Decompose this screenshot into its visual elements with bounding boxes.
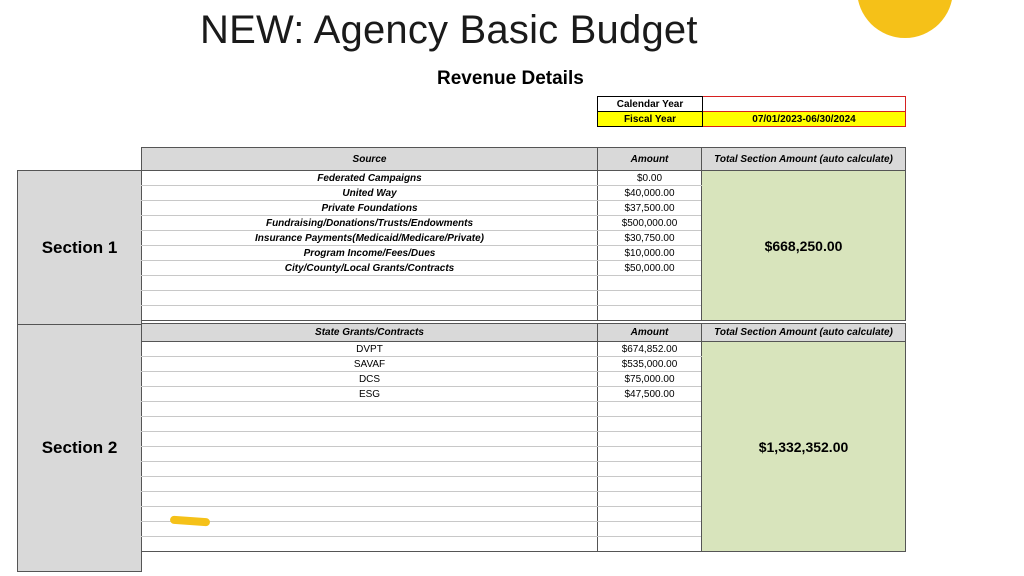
amount-column-header: Amount	[598, 324, 702, 342]
section-total-cell: $668,250.00	[702, 171, 906, 321]
amount-cell[interactable]: $37,500.00	[598, 201, 702, 216]
amount-cell[interactable]: $40,000.00	[598, 186, 702, 201]
source-cell[interactable]	[142, 432, 598, 447]
year-header-table	[597, 96, 906, 127]
total-column-header: Total Section Amount (auto calculate)	[702, 324, 906, 342]
section-2-label: Section 2	[17, 324, 142, 572]
source-cell[interactable]: Federated Campaigns	[142, 171, 598, 186]
amount-cell[interactable]	[598, 306, 702, 321]
amount-cell[interactable]	[598, 417, 702, 432]
amount-cell[interactable]: $75,000.00	[598, 372, 702, 387]
amount-cell[interactable]: $674,852.00	[598, 342, 702, 357]
source-cell[interactable]: City/County/Local Grants/Contracts	[142, 261, 598, 276]
amount-cell[interactable]: $500,000.00	[598, 216, 702, 231]
source-cell[interactable]: DVPT	[142, 342, 598, 357]
page-subtitle: Revenue Details	[437, 68, 584, 89]
decorative-circle	[857, 0, 953, 38]
amount-cell[interactable]: $10,000.00	[598, 246, 702, 261]
source-cell[interactable]	[142, 276, 598, 291]
source-cell[interactable]: DCS	[142, 372, 598, 387]
source-cell[interactable]	[142, 462, 598, 477]
amount-cell[interactable]	[598, 537, 702, 552]
amount-cell[interactable]	[598, 462, 702, 477]
amount-cell[interactable]	[598, 291, 702, 306]
source-cell[interactable]: Fundraising/Donations/Trusts/Endowments	[142, 216, 598, 231]
table-row	[142, 171, 906, 186]
source-column-header: State Grants/Contracts	[142, 324, 598, 342]
fiscal-year-label: Fiscal Year	[598, 112, 703, 127]
source-cell[interactable]	[142, 417, 598, 432]
amount-cell[interactable]: $50,000.00	[598, 261, 702, 276]
source-column-header: Source	[142, 148, 598, 171]
source-cell[interactable]: United Way	[142, 186, 598, 201]
fiscal-year-value[interactable]: 07/01/2023-06/30/2024	[703, 112, 906, 127]
amount-cell[interactable]: $0.00	[598, 171, 702, 186]
source-cell[interactable]: Program Income/Fees/Dues	[142, 246, 598, 261]
source-cell[interactable]	[142, 477, 598, 492]
calendar-year-label: Calendar Year	[598, 97, 703, 112]
amount-cell[interactable]	[598, 276, 702, 291]
table-row	[142, 342, 906, 357]
amount-cell[interactable]	[598, 447, 702, 462]
calendar-year-value[interactable]	[703, 97, 906, 112]
source-cell[interactable]: SAVAF	[142, 357, 598, 372]
source-cell[interactable]: Insurance Payments(Medicaid/Medicare/Private)	[142, 231, 598, 246]
amount-cell[interactable]	[598, 432, 702, 447]
amount-column-header: Amount	[598, 148, 702, 171]
page-title: NEW: Agency Basic Budget	[200, 8, 698, 52]
source-cell[interactable]	[142, 306, 598, 321]
amount-cell[interactable]	[598, 477, 702, 492]
source-cell[interactable]	[142, 291, 598, 306]
section-1-label: Section 1	[17, 170, 142, 325]
source-cell[interactable]: Private Foundations	[142, 201, 598, 216]
total-column-header: Total Section Amount (auto calculate)	[702, 148, 906, 171]
source-cell[interactable]	[142, 492, 598, 507]
section-total-cell: $1,332,352.00	[702, 342, 906, 552]
amount-cell[interactable]	[598, 402, 702, 417]
section-2-table	[141, 323, 906, 552]
source-cell[interactable]	[142, 507, 598, 522]
source-cell[interactable]	[142, 522, 598, 537]
amount-cell[interactable]: $47,500.00	[598, 387, 702, 402]
source-cell[interactable]	[142, 537, 598, 552]
amount-cell[interactable]	[598, 492, 702, 507]
amount-cell[interactable]: $535,000.00	[598, 357, 702, 372]
amount-cell[interactable]: $30,750.00	[598, 231, 702, 246]
source-cell[interactable]	[142, 447, 598, 462]
section-1-table	[141, 147, 906, 321]
source-cell[interactable]: ESG	[142, 387, 598, 402]
amount-cell[interactable]	[598, 507, 702, 522]
source-cell[interactable]	[142, 402, 598, 417]
amount-cell[interactable]	[598, 522, 702, 537]
